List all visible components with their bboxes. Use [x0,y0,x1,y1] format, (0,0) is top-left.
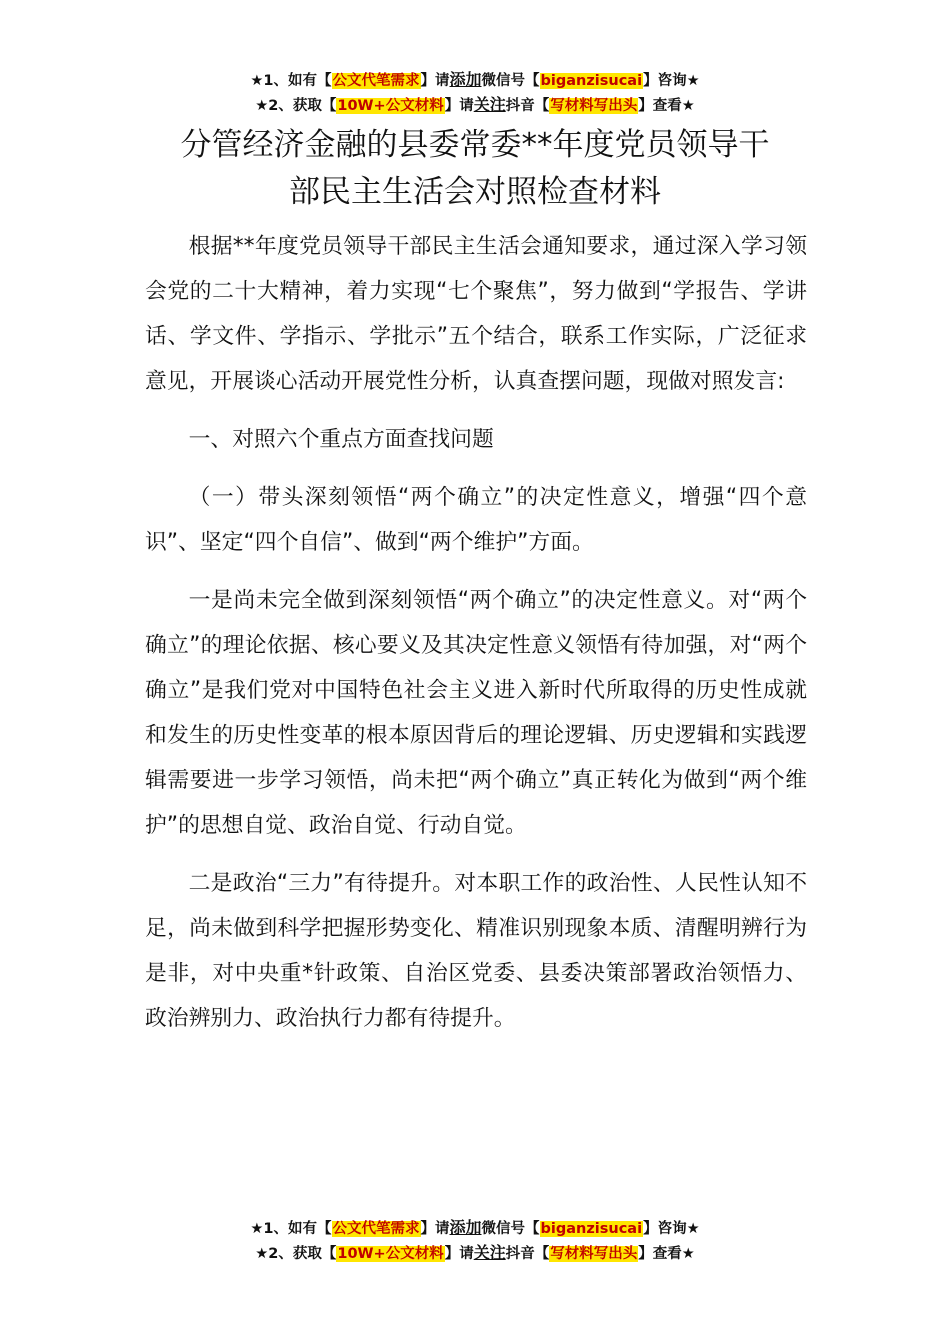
promo-highlight: biganzisucai [540,73,643,89]
promo-line-2: ★2、获取【10W+公文材料】请关注抖音【写材料写出头】查看★ [255,95,695,114]
promo-highlight: 10W+公文材料 [337,1246,444,1262]
promo-header [0,68,950,118]
document-body [145,224,807,1049]
promo-line-2: ★2、获取【10W+公文材料】请关注抖音【写材料写出头】查看★ [255,1243,695,1262]
promo-line-1: ★1、如有【公文代笔需求】请添加微信号【biganzisucai】咨询★ [250,70,700,89]
promo-highlight: 公文代笔需求 [332,1221,420,1237]
title-line-2: 部民主生活会对照检查材料 [289,174,661,210]
promo-highlight: 写材料写出头 [550,1246,638,1262]
title-line-1: 分管经济金融的县委常委**年度党员领导干 [180,127,770,163]
promo-footer [0,1216,950,1266]
promo-line-1: ★1、如有【公文代笔需求】请添加微信号【biganzisucai】咨询★ [250,1218,700,1237]
promo-highlight: 10W+公文材料 [337,98,444,114]
body-paragraph: 二是政治“三力”有待提升。对本职工作的政治性、人民性认知不足，尚未做到科学把握形势变化、精准识别现象本质、清醒明辨行为是非，对中央重*针政策、自治区党委、县委决策部署政治领悟力、政治辨别力、政治执行力都有待提升。 [145,871,807,1031]
document-title [100,122,850,216]
promo-highlight: biganzisucai [540,1221,643,1237]
section-heading: 一、对照六个重点方面查找问题 [188,427,494,452]
subsection-heading: （一）带头深刻领悟“两个确立”的决定性意义，增强“四个意识”、坚定“四个自信”、做到“两个维护”方面。 [145,485,807,555]
intro-paragraph: 根据**年度党员领导干部民主生活会通知要求，通过深入学习领会党的二十大精神，着力实现“七个聚焦”，努力做到“学报告、学讲话、学文件、学指示、学批示”五个结合，联系工作实际，广泛征求意见，开展谈心活动开展党性分析，认真查摆问题，现做对照发言: [145,234,807,394]
promo-highlight: 写材料写出头 [550,98,638,114]
body-paragraph: 一是尚未完全做到深刻领悟“两个确立”的决定性意义。对“两个确立”的理论依据、核心要义及其决定性意义领悟有待加强，对“两个确立”是我们党对中国特色社会主义进入新时代所取得的历史性成就和发生的历史性变革的根本原因背后的理论逻辑、历史逻辑和实践逻辑需要进一步学习领悟，尚未把“两个确立”真正转化为做到“两个维护”的思想自觉、政治自觉、行动自觉。 [145,588,807,838]
promo-highlight: 公文代笔需求 [332,73,420,89]
